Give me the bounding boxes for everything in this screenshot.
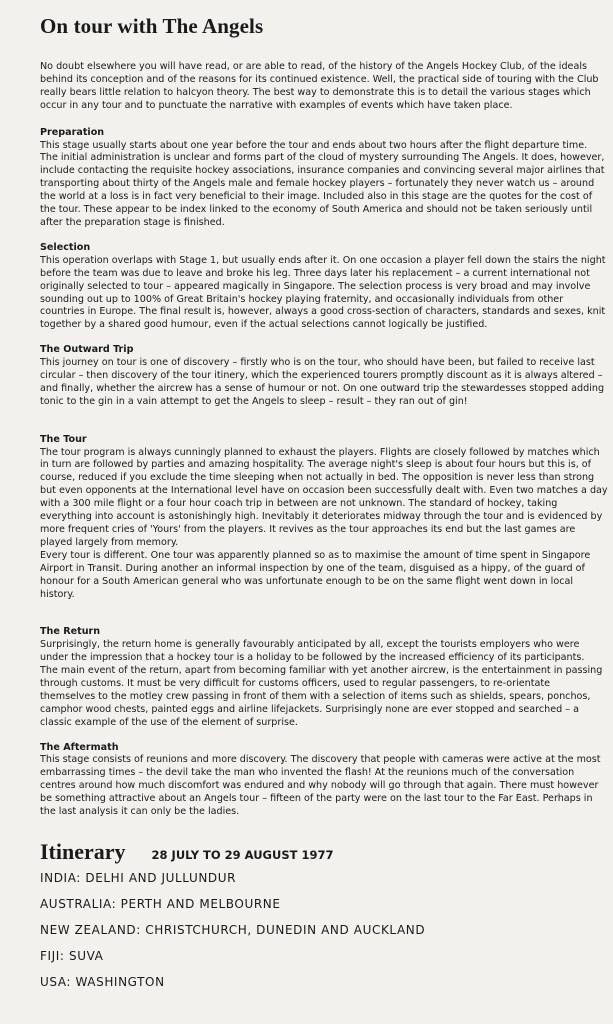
itinerary-list <box>40 871 608 989</box>
section-the-tour <box>40 434 608 615</box>
section-preparation <box>40 127 608 230</box>
section-heading: The Aftermath <box>40 741 119 753</box>
section-selection <box>40 242 608 332</box>
section-heading: Selection <box>40 241 91 253</box>
section-heading: The Outward Trip <box>40 344 134 356</box>
section-the-outward-trip <box>40 344 608 421</box>
section-heading: The Return <box>40 626 101 638</box>
itinerary-title: Itinerary <box>40 839 126 864</box>
section-heading: The Tour <box>40 433 87 445</box>
itinerary-header <box>40 839 608 865</box>
itinerary-item: NEW ZEALAND: CHRISTCHURCH, DUNEDIN AND AUCKLAND <box>40 923 426 937</box>
section-paragraph: The tour program is always cunningly planned to exhaust the players. Flights are closely followed by matches which in turn are followed by parties and amazing hospitality. The average night's sleep is about four hours but this is, of course, reduced if you exclude the time sleeping when not actually in bed. The opposition is never less than strong but even opponents at the International level have on occasion been successfully dealt with. Even two matches a day with a 300 mile flight or a four hour coach trip in between are not unknown. The standard of hockey, taking everything into account is astonishingly high. Inevitably it deteriorates midway through the tour and is evidenced by more frequent cries of 'Yours' from the players. It revives as the tour approaches its end but the last games are played largely from memory. <box>40 446 608 548</box>
section-paragraph: Surprisingly, the return home is generally favourably anticipated by all, except the tourists employers who were under the impression that a hockey tour is a holiday to be followed by the increased efficiency of its participants. <box>40 639 585 664</box>
section-paragraph: This stage consists of reunions and more discovery. The discovery that people with cameras were active at the most embarrassing times – the devil take the man who invented the flash! At the reunions much of the conversation centres around how much discomfort was endured and why nobody will go through that again. There must however be something attractive about an Angels tour – fifteen of the party were on the last tour to the Far East. Perhaps in the last analysis it can only be the ladies. <box>40 754 601 818</box>
itinerary-item: FIJI: SUVA <box>40 949 104 963</box>
section-paragraph: The main event of the return, apart from becoming familiar with yet another aircrew, is the entertainment in passing through customs. It must be very difficult for customs officers, used to regular passengers, to re-orientate themselves to the motley crew passing in front of them with a selection of items such as shields, spears, ponchos, camphor wood chests, painted eggs and airline lifejackets. Surprisingly none are ever stopped and searched – a classic example of the use of the element of surprise. <box>40 665 603 728</box>
section-spacer <box>40 601 608 614</box>
itinerary-item: AUSTRALIA: PERTH AND MELBOURNE <box>40 897 281 911</box>
section-the-return <box>40 626 608 729</box>
article <box>40 14 608 1001</box>
intro-paragraph: No doubt elsewhere you will have read, or are able to read, of the history of the Angels Hockey Club, of the ideals behind its conception and of the reasons for its continued existence. Well, the practical side of touring with the Club really bears little relation to halcyon theory. The best way to demonstrate this is to detail the various stages which occur in any tour and to punctuate the narrative with examples of events which have taken place. <box>40 61 599 111</box>
itinerary-dates: 28 JULY TO 29 AUGUST 1977 <box>151 848 334 862</box>
section-spacer <box>40 409 608 422</box>
section-paragraph: This stage usually starts about one year before the tour and ends about two hours after the flight departure time. The initial administration is unclear and forms part of the cloud of mystery surrounding The Angels. It does, however, include contacting the requisite hockey associations, insurance companies and convincing several major airlines that transporting about thirty of the Angels male and female hockey players – fortunately they never watch us – around the world at a loss is in fact very beneficial to their image. Included also in this stage are the quotes for the cost of the tour. These appear to be index linked to the economy of South America and should not be taken seriously until after the preparation stage is finished. <box>40 139 605 228</box>
section-paragraph: Every tour is different. One tour was apparently planned so as to maximise the amount of time spent in Singapore Airport in Transit. During another an informal inspection by one of the team, disguised as a hippy, of the guard of honour for a South American general who was unfortunate enough to be on the same flight went down in local history. <box>40 549 591 600</box>
section-paragraph: This journey on tour is one of discovery – firstly who is on the tour, who should have been, but failed to receive last circular – then discovery of the tour itinery, which the experienced tourers promptly discount as it is always altered – and finally, whether the aircrew has a sense of humour or not. On one outward trip the stewardesses stopped adding tonic to the gin in a vain attempt to get the Angels to sleep – result – they ran out of gin! <box>40 357 605 407</box>
article-title: On tour with The Angels <box>40 14 264 38</box>
section-paragraph: This operation overlaps with Stage 1, but usually ends after it. On one occasion a player fell down the stairs the night before the team was due to leave and broke his leg. Three days later his replacement – a current international not originally selected to tour – appeared magically in Singapore. The selection process is very broad and may involve sounding out up to 100% of Great Britain's hockey playing fraternity, and occasionally individuals from other countries in Europe. The final result is, however, always a good cross-section of characters, standards and sexes, knit together by a shared good humour, even if the actual selections cannot logically be justified. <box>40 254 606 331</box>
section-the-aftermath <box>40 742 608 819</box>
itinerary-item: INDIA: DELHI AND JULLUNDUR <box>40 871 237 885</box>
itinerary-item: USA: WASHINGTON <box>40 975 165 989</box>
section-heading: Preparation <box>40 126 105 138</box>
article-sections <box>40 127 608 819</box>
